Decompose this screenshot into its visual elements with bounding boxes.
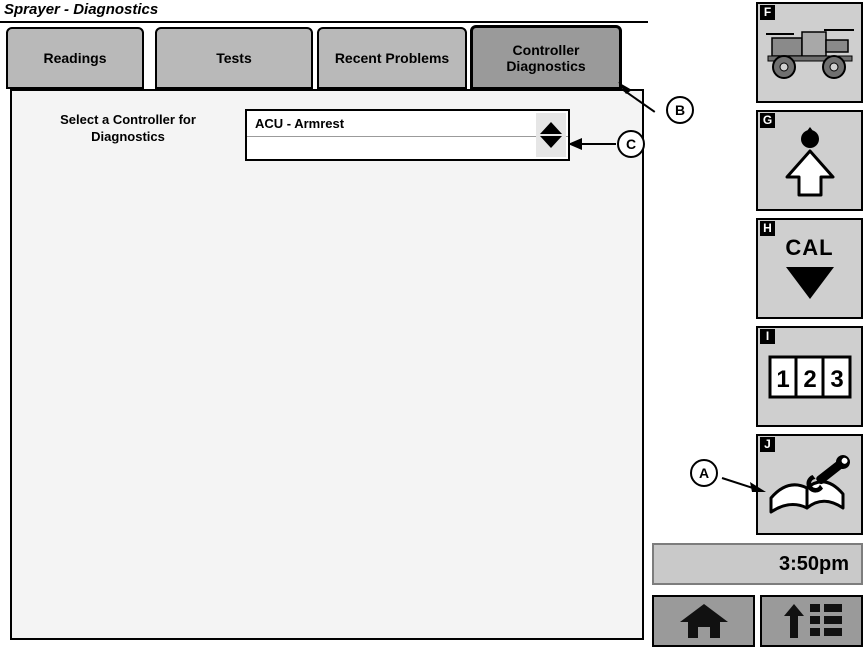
softkey-i-letter: I xyxy=(760,329,775,344)
title-divider xyxy=(0,21,648,23)
svg-text:3: 3 xyxy=(829,365,844,393)
callout-c xyxy=(617,130,645,158)
chevron-down-icon[interactable] xyxy=(540,136,562,148)
tab-recent-problems-label: Recent Problems xyxy=(334,50,450,66)
controller-select[interactable] xyxy=(245,109,570,161)
tab-readings-label: Readings xyxy=(43,50,107,66)
menu-list-icon xyxy=(780,602,844,640)
home-icon xyxy=(678,602,730,640)
menu-button[interactable] xyxy=(760,595,863,647)
softkey-i-numeric[interactable] xyxy=(756,326,863,427)
softkey-h-letter: H xyxy=(760,221,775,236)
callout-c-label: C xyxy=(625,136,637,152)
tab-controller-diagnostics-label: Controller Diagnostics xyxy=(506,41,586,74)
callout-a xyxy=(690,459,718,487)
softkey-j-letter: J xyxy=(760,437,775,452)
up-arrow-icon xyxy=(758,112,861,209)
softkey-f-letter: F xyxy=(760,5,775,20)
controller-select-stepper[interactable] xyxy=(536,113,566,157)
tab-recent-problems[interactable] xyxy=(317,27,467,89)
clock-time: 3:50pm xyxy=(778,552,849,575)
tab-readings[interactable] xyxy=(6,27,144,89)
clock-display xyxy=(652,543,863,585)
callout-b-label: B xyxy=(674,102,686,118)
chevron-up-icon[interactable] xyxy=(540,122,562,134)
softkey-h-cal[interactable] xyxy=(756,218,863,319)
tab-controller-diagnostics[interactable] xyxy=(470,25,622,90)
softkey-h-label: CAL xyxy=(785,234,834,260)
tab-tests-label: Tests xyxy=(216,50,252,66)
page-title: Sprayer - Diagnostics xyxy=(4,1,159,18)
callout-a-label: A xyxy=(698,465,710,481)
callout-b xyxy=(666,96,694,124)
softkey-f-sprayer[interactable] xyxy=(756,2,863,103)
softkey-g-letter: G xyxy=(760,113,775,128)
numeric-keypad-icon xyxy=(758,328,861,425)
svg-text:2: 2 xyxy=(802,365,817,393)
callout-b-arrowhead xyxy=(616,80,636,100)
controller-select-divider xyxy=(247,136,568,137)
softkey-g-up-arrow[interactable] xyxy=(756,110,863,211)
controller-select-value: ACU - Armrest xyxy=(255,116,345,131)
softkey-j-manual[interactable] xyxy=(756,434,863,535)
cal-down-arrow-icon xyxy=(758,220,861,317)
manual-wrench-icon xyxy=(758,436,861,533)
sprayer-vehicle-icon xyxy=(758,4,861,101)
controller-select-label: Select a Controller for Diagnostics xyxy=(60,112,196,144)
home-button[interactable] xyxy=(652,595,755,647)
callout-a-arrowhead xyxy=(748,478,768,498)
svg-text:1: 1 xyxy=(775,365,790,393)
content-panel xyxy=(10,89,644,640)
tab-tests[interactable] xyxy=(155,27,313,89)
callout-c-arrowhead xyxy=(566,136,584,152)
